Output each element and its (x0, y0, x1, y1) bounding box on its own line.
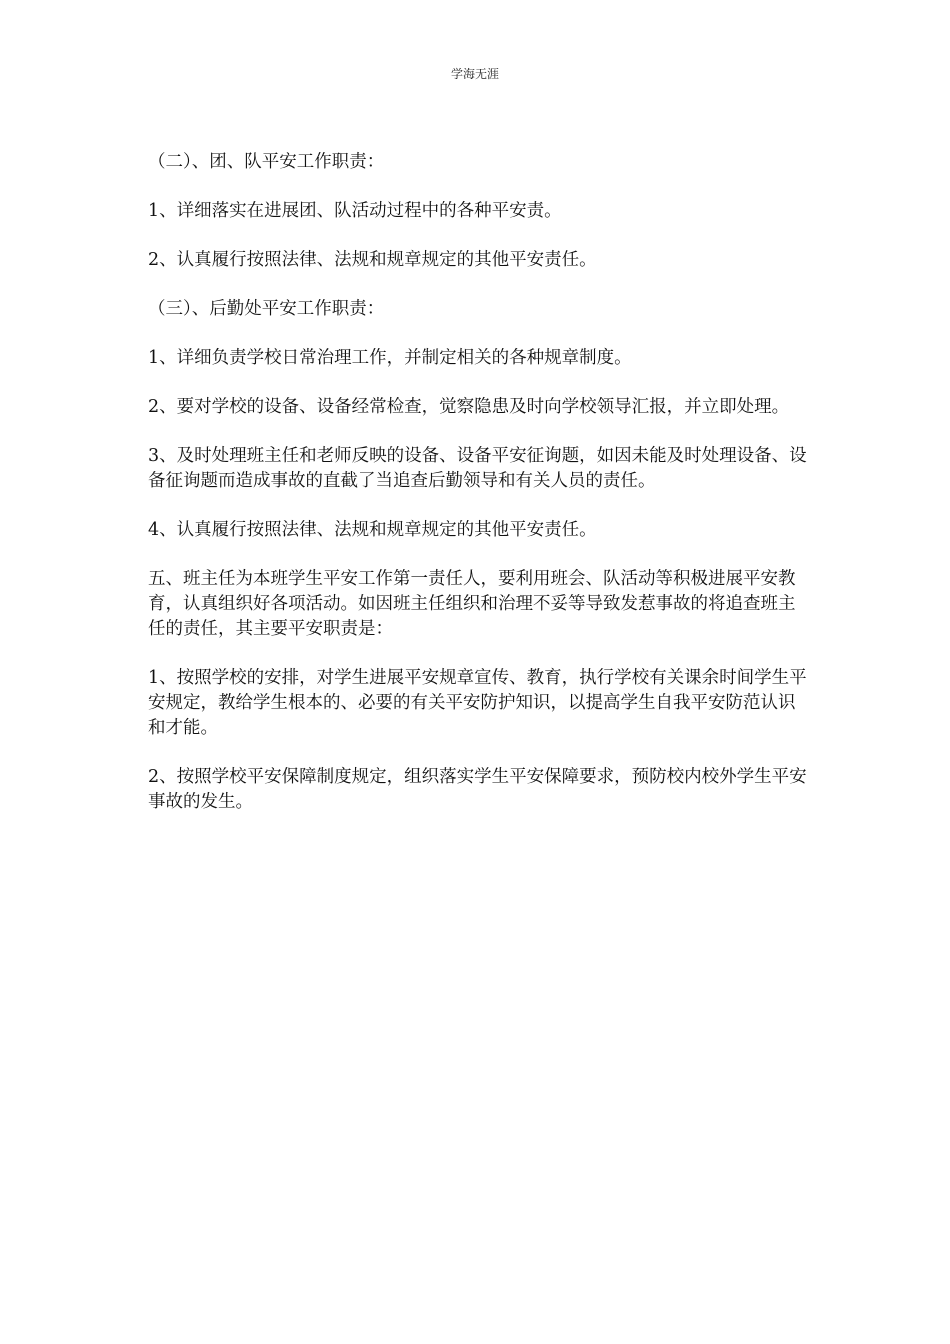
paragraph: 3、及时处理班主任和老师反映的设备、设备平安征询题，如因未能及时处理设备、设备征询题而造成事故的直截了当追查后勤领导和有关人员的责任。 (148, 446, 807, 491)
paragraph-head-teacher: 五、班主任为本班学生平安工作第一责任人，要利用班会、队活动等积极进展平安教育，认真组织好各项活动。如因班主任组织和治理不妥等导致发惹事故的将追查班主任的责任，其主要平安职责是： (148, 569, 796, 639)
paragraph: 1、详细落实在进展团、队活动过程中的各种平安责。 (148, 201, 562, 221)
paragraph: 1、详细负责学校日常治理工作，并制定相关的各种规章制度。 (148, 348, 632, 368)
paragraph: 2、按照学校平安保障制度规定，组织落实学生平安保障要求，预防校内校外学生平安事故的发生。 (148, 767, 807, 812)
document-body (148, 150, 808, 839)
paragraph: 4、认真履行按照法律、法规和规章规定的其他平安责任。 (148, 520, 597, 540)
page-header: 学海无涯 (450, 67, 499, 81)
section-heading-league: （二）、团、队平安工作职责： (148, 152, 385, 172)
paragraph: 2、要对学校的设备、设备经常检查，觉察隐患及时向学校领导汇报，并立即处理。 (148, 397, 790, 417)
section-heading-logistics: （三）、后勤处平安工作职责： (148, 299, 385, 319)
paragraph: 1、按照学校的安排，对学生进展平安规章宣传、教育，执行学校有关课余时间学生平安规定，教给学生根本的、必要的有关平安防护知识，以提高学生自我平安防范认识和才能。 (148, 668, 807, 738)
paragraph: 2、认真履行按照法律、法规和规章规定的其他平安责任。 (148, 250, 597, 270)
